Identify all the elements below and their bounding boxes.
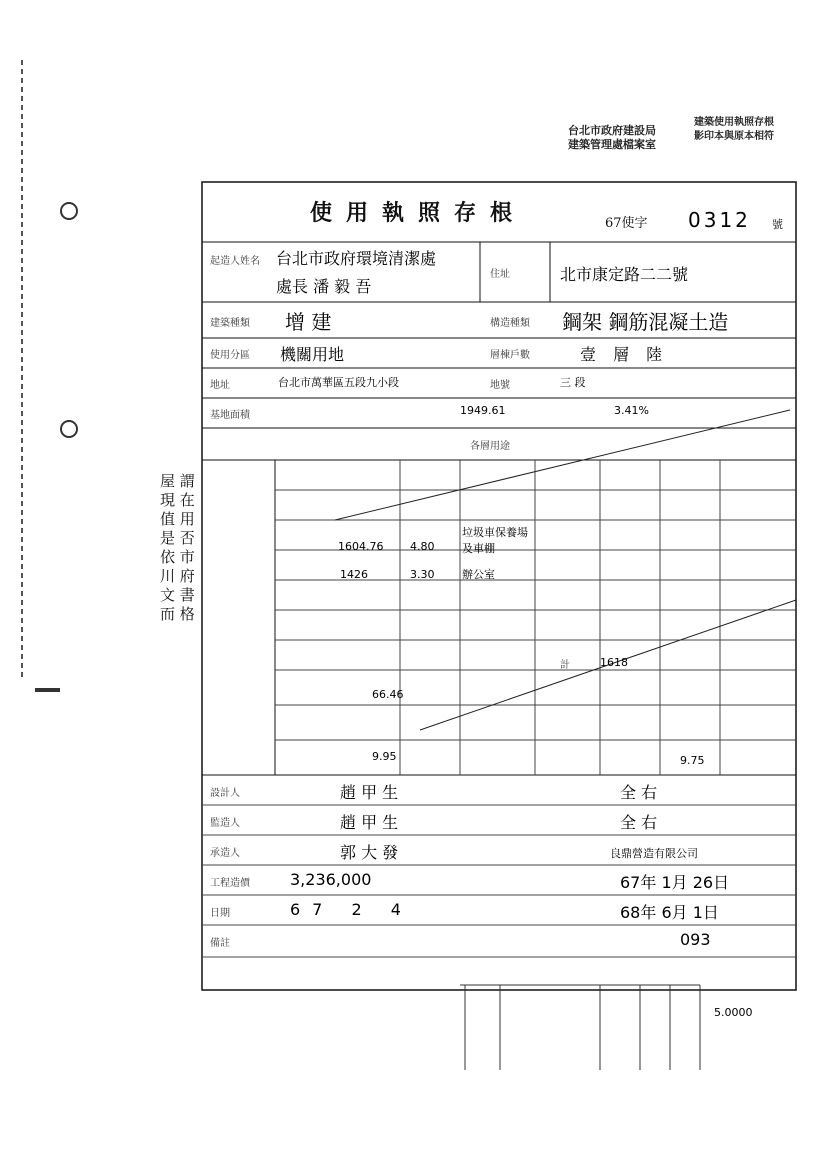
cost-value: 3,236,000 <box>290 870 372 889</box>
site-lot: 三 段 <box>560 376 586 389</box>
mezz-use: 辦公室 <box>462 568 495 581</box>
label-site: 地址 <box>210 380 230 391</box>
designer-office: 全 右 <box>620 783 658 802</box>
total-area: 1618 <box>600 656 628 669</box>
structure-type: 鋼架 鋼筋混凝土造 <box>562 310 729 334</box>
punch-hole-bottom <box>60 420 78 438</box>
supervisor-office: 全 右 <box>620 813 658 832</box>
mezz-height: 3.30 <box>410 568 435 581</box>
builder-name-line2: 處長 潘 毅 吾 <box>276 277 372 296</box>
label-address: 住址 <box>490 269 510 280</box>
remark-number: 093 <box>680 930 711 949</box>
coverage: 3.41% <box>614 404 649 417</box>
site-location: 台北市萬華區五段九小段 <box>278 376 399 389</box>
label-site-area: 基地面積 <box>210 410 250 421</box>
label-builder-name: 起造人姓名 <box>210 256 260 267</box>
site-area: 1949.61 <box>460 404 506 417</box>
date-3: 68年 6月 1日 <box>620 903 719 922</box>
side-notes: 屋 謂 現 在 值 用 是 否 依 市 川 府 文 書 而 格 <box>160 472 195 623</box>
build-type: 增 建 <box>285 310 332 334</box>
contractor-name: 郭 大 發 <box>340 843 399 862</box>
building-height: 9.95 <box>372 750 397 763</box>
permit-number-suffix: 號 <box>772 218 783 231</box>
label-supervisor: 監造人 <box>210 818 240 829</box>
eaves-height: 9.75 <box>680 754 705 767</box>
label-build-type: 建築種類 <box>210 318 250 329</box>
permit-number: 0312 <box>688 208 751 232</box>
date-1: 67 2 4 <box>290 900 413 919</box>
label-contractor: 承造人 <box>210 848 240 859</box>
floor1-area: 1604.76 <box>338 540 384 553</box>
stamp-number: 5.0000 <box>714 1006 753 1019</box>
label-cost: 工程造價 <box>210 878 250 889</box>
stamp-right: 建築使用執照存根 影印本與原本相符 <box>694 117 774 142</box>
floor1-height: 4.80 <box>410 540 435 553</box>
contractor-firm: 良鼎營造有限公司 <box>610 847 698 860</box>
label-use-zone: 使用分區 <box>210 350 250 361</box>
stamp-left: 台北市政府建設局 建築管理處檔案室 <box>568 124 656 151</box>
label-floor-use: 各層用途 <box>470 441 510 452</box>
floor-count: 壹 層 陸 <box>580 345 669 364</box>
builder-name-line1: 台北市政府環境清潔處 <box>276 249 437 268</box>
label-designer: 設計人 <box>210 788 240 799</box>
punch-hole-top <box>60 202 78 220</box>
supervisor-name: 趙 甲 生 <box>340 813 399 832</box>
floor1-use: 垃圾車保養場 <box>462 526 528 539</box>
label-structure: 構造種類 <box>490 318 530 329</box>
label-lot: 地號 <box>490 380 510 391</box>
label-remarks: 備註 <box>210 938 230 949</box>
permit-number-prefix: 67使字 <box>605 216 648 231</box>
label-dates: 日期 <box>210 908 230 919</box>
use-zone: 機關用地 <box>280 345 345 364</box>
designer-name: 趙 甲 生 <box>340 783 399 802</box>
floor1-use2: 及車棚 <box>462 542 495 555</box>
label-totals: 計 <box>560 660 570 671</box>
date-2: 67年 1月 26日 <box>620 873 730 892</box>
form-title: 使用執照存根 <box>310 200 527 226</box>
label-floors: 層棟戶數 <box>490 350 530 361</box>
other-area: 66.46 <box>372 688 404 701</box>
builder-address: 北市康定路二二號 <box>560 265 689 284</box>
mezz-area: 1426 <box>340 568 368 581</box>
